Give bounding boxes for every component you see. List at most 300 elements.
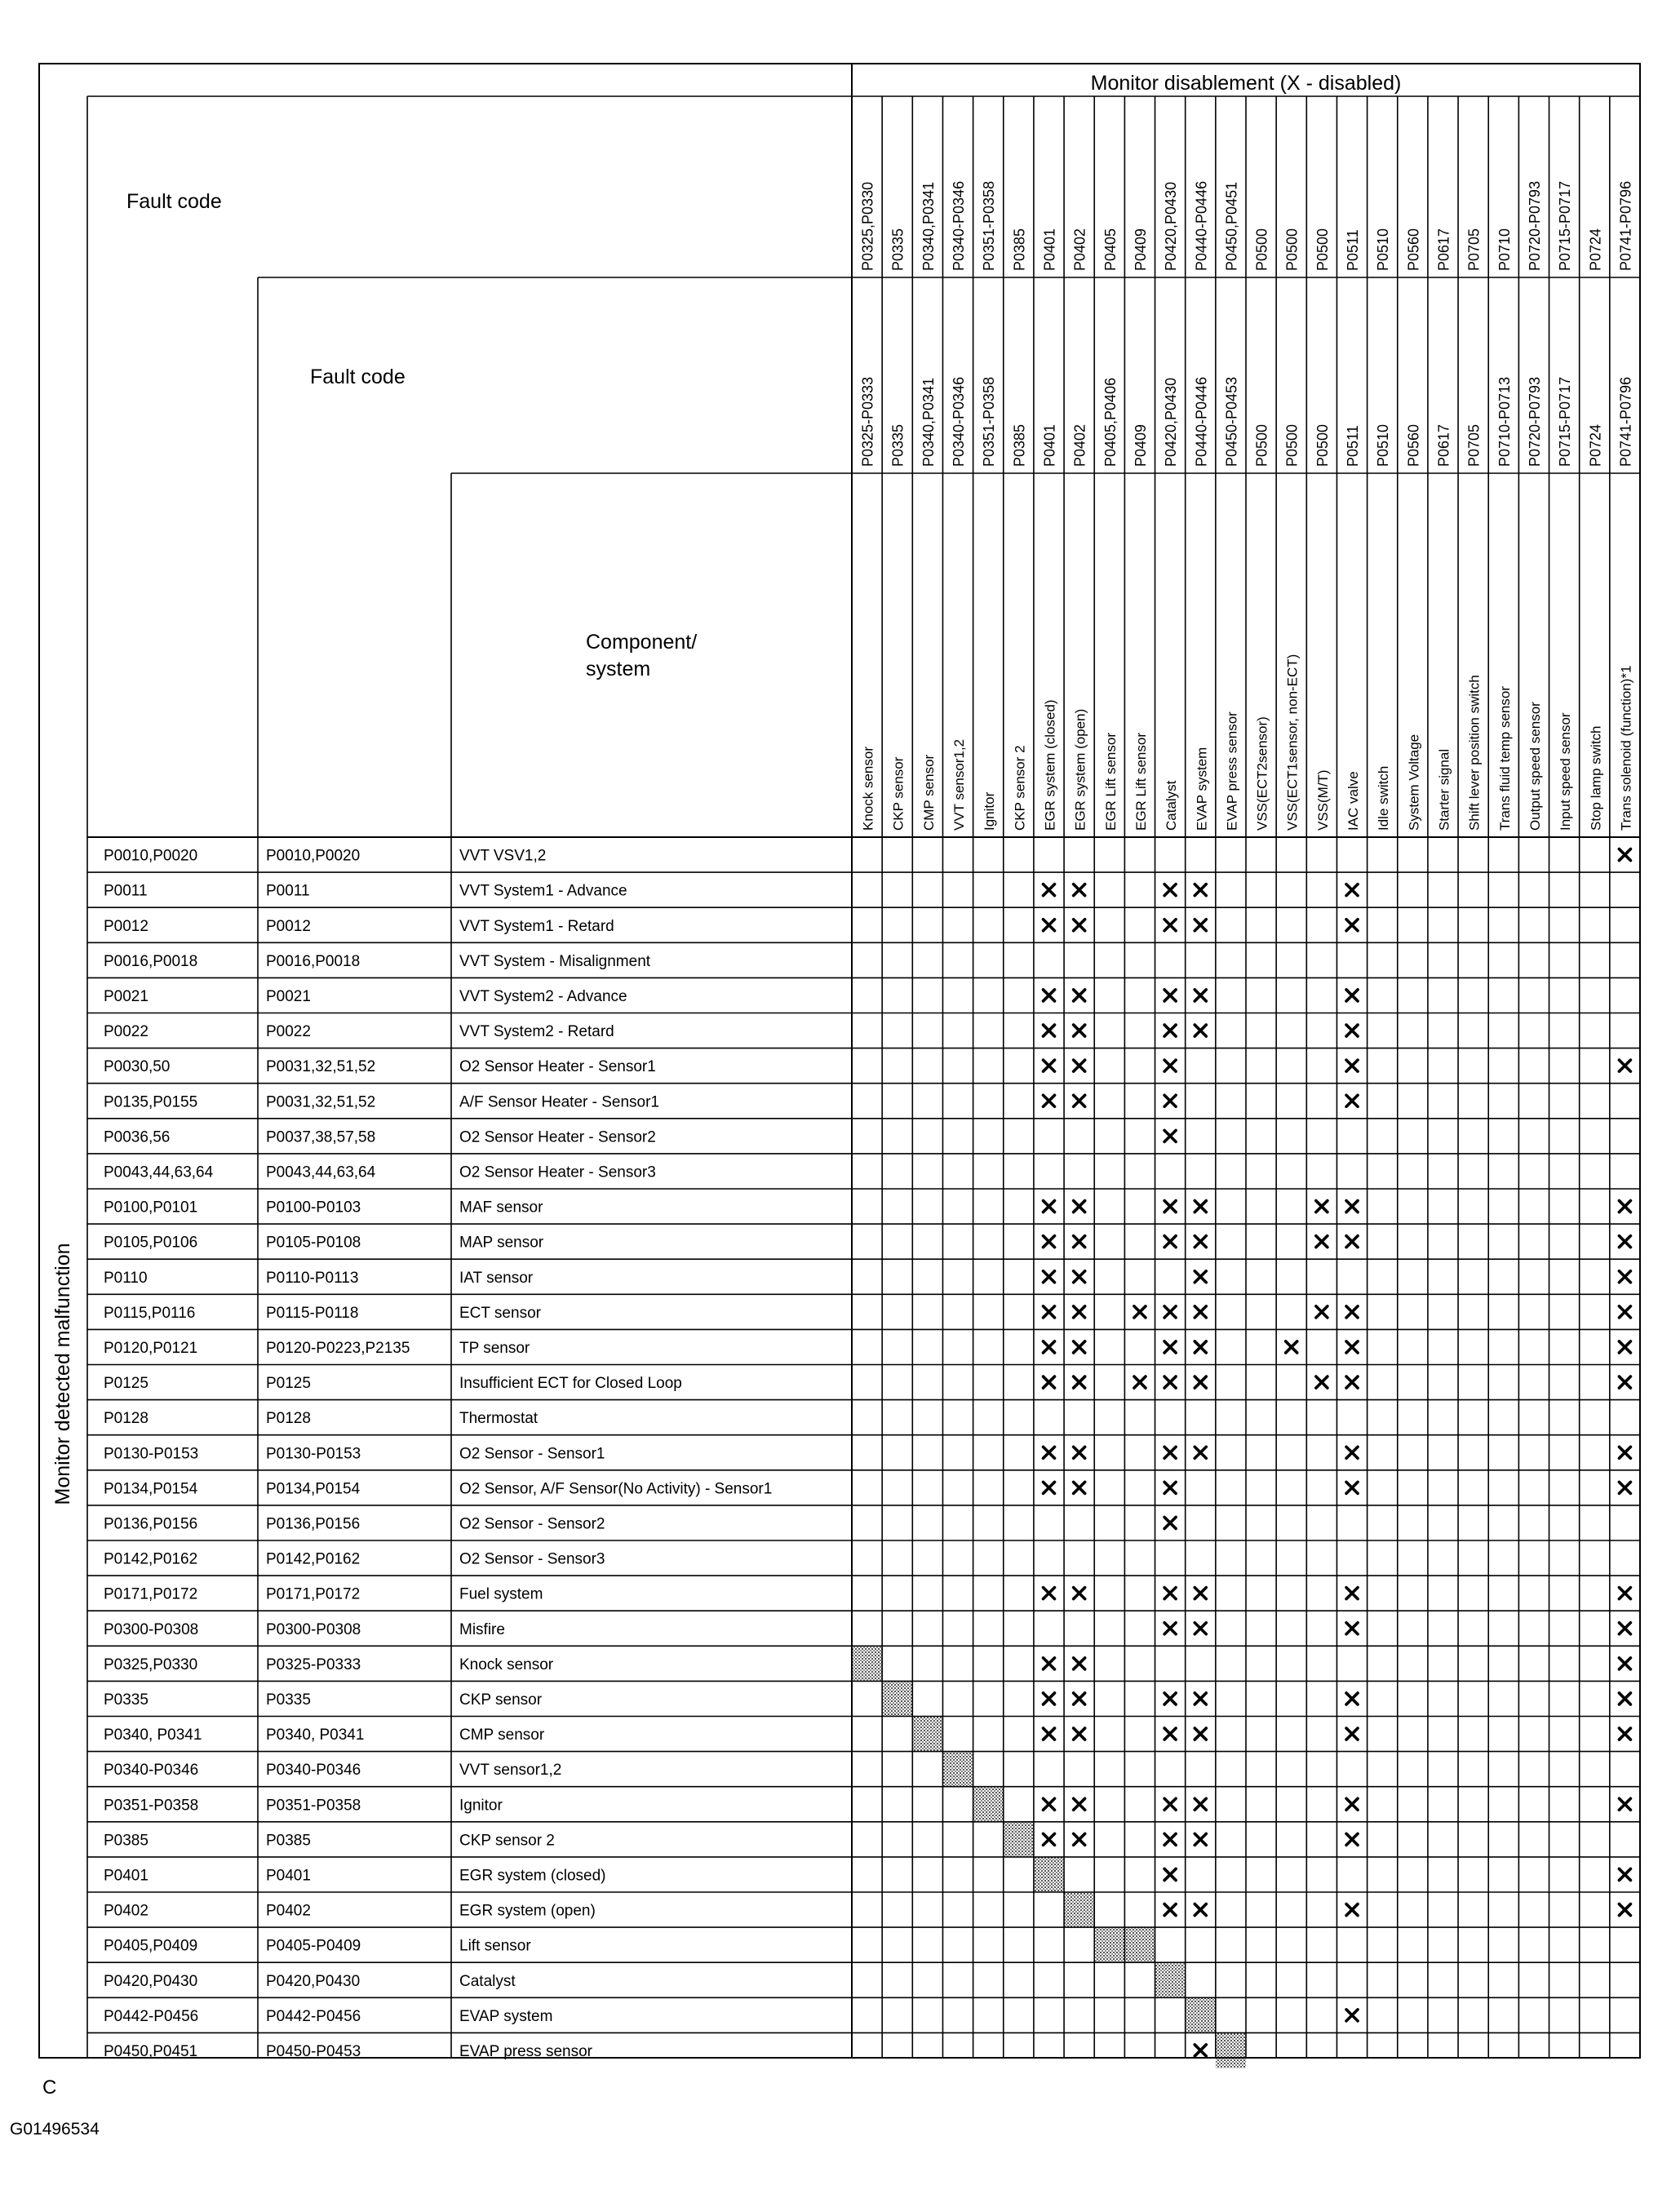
disabled-mark — [1044, 1482, 1055, 1493]
disabled-mark — [1316, 1201, 1328, 1212]
row-component: Ignitor — [459, 1797, 503, 1815]
disabled-mark — [1164, 1376, 1176, 1388]
row-fault-code: P0036,56 — [104, 1128, 171, 1146]
column-component: IAC valve — [1345, 771, 1362, 831]
column-code-bottom: P0560 — [1405, 423, 1422, 467]
row-fault-code-detail: P0011 — [266, 882, 310, 900]
column-code-bottom: P0710-P0713 — [1496, 376, 1513, 467]
column-code-top: P0511 — [1345, 229, 1362, 271]
row-fault-code-detail: P0442-P0456 — [266, 2007, 361, 2025]
row-fault-code-detail: P0340, P0341 — [266, 1726, 365, 1744]
row-component: O2 Sensor Heater - Sensor3 — [459, 1164, 656, 1181]
disabled-mark — [1346, 1376, 1358, 1388]
column-code-top: P0440-P0446 — [1193, 180, 1210, 271]
column-code-bottom: P0724 — [1587, 423, 1604, 467]
disabled-mark — [1346, 1236, 1358, 1248]
disabled-mark — [1346, 1341, 1358, 1353]
row-component: VVT System1 - Advance — [459, 882, 627, 900]
row-fault-code-detail: P0100-P0103 — [266, 1199, 361, 1217]
column-component: EGR Lift sensor — [1133, 733, 1149, 831]
row-fault-code-detail: P0037,38,57,58 — [266, 1128, 376, 1146]
column-component: CKP sensor 2 — [1012, 745, 1028, 831]
row-fault-code-detail: P0340-P0346 — [266, 1762, 361, 1780]
column-component: EGR Lift sensor — [1102, 733, 1119, 831]
column-component: Stop lamp switch — [1588, 725, 1604, 831]
column-code-top: P0409 — [1132, 228, 1149, 271]
column-component: EGR system (closed) — [1042, 699, 1058, 831]
disabled-mark — [1164, 1306, 1176, 1318]
column-code-bottom: P0351-P0358 — [981, 376, 998, 467]
column-code-top: P0500 — [1283, 228, 1301, 271]
fault-code-label-2: Fault code — [310, 366, 406, 388]
disabled-mark — [1346, 990, 1358, 1001]
disabled-mark — [1164, 1904, 1176, 1916]
disabled-mark — [1074, 1376, 1085, 1388]
shaded-cell — [912, 1717, 942, 1752]
row-component: Lift sensor — [459, 1937, 531, 1955]
disabled-mark — [1195, 1728, 1206, 1740]
disabled-mark — [1346, 1095, 1358, 1106]
row-fault-code-detail: P0450-P0453 — [266, 2042, 361, 2060]
row-fault-code: P0016,P0018 — [104, 952, 198, 970]
disabled-mark — [1346, 1833, 1358, 1845]
disabled-mark — [1619, 1728, 1630, 1740]
disabled-mark — [1346, 1798, 1358, 1810]
row-fault-code: P0142,P0162 — [104, 1550, 198, 1568]
component-label-line1: Component/ — [586, 631, 698, 654]
disabled-mark — [1044, 1306, 1055, 1318]
disabled-mark — [1619, 1341, 1630, 1353]
row-fault-code: P0125 — [104, 1375, 148, 1393]
row-fault-code: P0128 — [104, 1410, 148, 1428]
column-code-top: P0715-P0717 — [1557, 180, 1574, 271]
disabled-mark — [1195, 1623, 1206, 1634]
disabled-mark — [1074, 1341, 1085, 1353]
column-code-bottom: P0440-P0446 — [1193, 376, 1210, 467]
row-fault-code-detail: P0385 — [266, 1832, 311, 1850]
disabled-mark — [1346, 920, 1358, 931]
disabled-mark — [1195, 1376, 1206, 1388]
disabled-mark — [1044, 1588, 1055, 1599]
row-fault-code: P0135,P0155 — [104, 1093, 198, 1111]
row-fault-code: P0021 — [104, 987, 148, 1005]
column-code-bottom: P0401 — [1041, 423, 1058, 467]
column-component: Trans fluid temp sensor — [1496, 686, 1513, 831]
disabled-mark — [1044, 1658, 1055, 1669]
row-fault-code-detail: P0115-P0118 — [266, 1304, 359, 1322]
disabled-mark — [1044, 1095, 1055, 1106]
row-fault-code-detail: P0012 — [266, 917, 311, 935]
disabled-mark — [1619, 1236, 1630, 1248]
disabled-mark — [1074, 1271, 1085, 1283]
row-fault-code: P0010,P0020 — [104, 847, 198, 865]
row-fault-code-detail: P0120-P0223,P2135 — [266, 1339, 410, 1357]
disabled-mark — [1195, 1306, 1206, 1318]
row-fault-code: P0401 — [104, 1867, 148, 1885]
disabled-mark — [1346, 1482, 1358, 1493]
row-fault-code-detail: P0125 — [266, 1375, 311, 1393]
row-fault-code: P0110 — [104, 1269, 148, 1287]
column-component: VSS(ECT2sensor) — [1254, 716, 1270, 831]
row-fault-code: P0115,P0116 — [104, 1304, 196, 1322]
row-fault-code: P0100,P0101 — [104, 1199, 198, 1217]
column-code-bottom: P0511 — [1345, 425, 1362, 467]
disabled-mark — [1074, 1482, 1085, 1493]
column-component: VSS(ECT1sensor, non-ECT) — [1284, 654, 1301, 831]
row-fault-code: P0120,P0121 — [104, 1339, 198, 1357]
disabled-mark — [1074, 990, 1085, 1001]
row-fault-code-detail: P0420,P0430 — [266, 1972, 361, 1990]
disabled-mark — [1346, 1904, 1358, 1916]
disabled-mark — [1195, 1341, 1206, 1353]
side-label: Monitor detected malfunction — [51, 1243, 74, 1505]
shaded-cell — [1034, 1857, 1064, 1892]
disabled-mark — [1195, 1693, 1206, 1704]
shaded-cell — [1004, 1822, 1034, 1857]
disabled-mark — [1346, 2010, 1358, 2021]
disabled-mark — [1164, 1201, 1176, 1212]
row-fault-code-detail: P0136,P0156 — [266, 1515, 361, 1533]
disabled-mark — [1044, 1201, 1055, 1212]
row-component: CKP sensor — [459, 1691, 543, 1709]
disabled-mark — [1346, 1201, 1358, 1212]
disabled-mark — [1195, 1798, 1206, 1810]
row-fault-code-detail: P0110-P0113 — [266, 1269, 359, 1287]
column-component: Starter signal — [1436, 748, 1452, 831]
disabled-mark — [1346, 1588, 1358, 1599]
disabled-mark — [1195, 1904, 1206, 1916]
row-fault-code-detail: P0335 — [266, 1691, 311, 1709]
column-code-top: P0617 — [1435, 228, 1452, 271]
row-component: MAP sensor — [459, 1234, 544, 1252]
column-code-bottom: P0450-P0453 — [1223, 376, 1240, 467]
disabled-mark — [1164, 920, 1176, 931]
row-fault-code: P0300-P0308 — [104, 1620, 199, 1638]
shaded-cell — [1155, 1962, 1186, 1997]
row-component: IAT sensor — [459, 1269, 534, 1287]
disabled-mark — [1044, 1447, 1055, 1458]
disabled-mark — [1195, 1236, 1206, 1248]
disabled-mark — [1346, 884, 1358, 896]
row-fault-code-detail: P0128 — [266, 1410, 311, 1428]
disabled-mark — [1164, 1447, 1176, 1458]
disabled-mark — [1164, 884, 1176, 896]
disabled-mark — [1074, 1201, 1085, 1212]
column-code-bottom: P0402 — [1071, 423, 1088, 467]
row-component: Thermostat — [459, 1410, 539, 1428]
row-component: VVT System1 - Retard — [459, 917, 614, 935]
row-fault-code: P0043,44,63,64 — [104, 1164, 214, 1181]
row-component: Misfire — [459, 1620, 505, 1638]
disabled-mark — [1619, 1798, 1630, 1810]
disabled-mark — [1164, 1833, 1176, 1845]
disabled-mark — [1164, 1060, 1176, 1071]
disabled-mark — [1164, 1482, 1176, 1493]
row-fault-code: P0351-P0358 — [104, 1797, 199, 1815]
row-component: VVT sensor1,2 — [459, 1762, 562, 1780]
disabled-mark — [1074, 1833, 1085, 1845]
row-fault-code: P0335 — [104, 1691, 148, 1709]
disabled-mark — [1346, 1060, 1358, 1071]
column-code-top: P0325,P0330 — [859, 181, 876, 271]
row-component: MAF sensor — [459, 1199, 543, 1217]
disabled-mark — [1074, 1060, 1085, 1071]
row-component: EVAP press sensor — [459, 2042, 592, 2060]
disabled-mark — [1619, 1201, 1630, 1212]
disabled-mark — [1316, 1376, 1328, 1388]
disabled-mark — [1195, 1833, 1206, 1845]
column-code-top: P0340,P0341 — [920, 181, 937, 271]
row-component: O2 Sensor Heater - Sensor1 — [459, 1058, 656, 1076]
disabled-mark — [1619, 849, 1630, 861]
disabled-mark — [1044, 1271, 1055, 1283]
column-component: CMP sensor — [920, 754, 937, 831]
disabled-mark — [1044, 1376, 1055, 1388]
column-component: EVAP press sensor — [1224, 711, 1240, 831]
shaded-cell — [1186, 1997, 1216, 2032]
row-fault-code: P0385 — [104, 1832, 148, 1850]
row-fault-code-detail: P0142,P0162 — [266, 1550, 361, 1568]
disabled-mark — [1074, 1447, 1085, 1458]
row-fault-code-detail: P0300-P0308 — [266, 1620, 361, 1638]
row-component: O2 Sensor Heater - Sensor2 — [459, 1128, 656, 1146]
shaded-cell — [1094, 1927, 1124, 1962]
disabled-mark — [1074, 1025, 1085, 1036]
row-fault-code-detail: P0351-P0358 — [266, 1797, 361, 1815]
column-component: Input speed sensor — [1558, 712, 1574, 831]
disabled-mark — [1195, 1588, 1206, 1599]
column-code-bottom: P0705 — [1465, 423, 1483, 467]
row-component: Catalyst — [459, 1972, 516, 1990]
disabled-mark — [1346, 1306, 1358, 1318]
row-fault-code-detail: P0021 — [266, 987, 311, 1005]
row-fault-code-detail: P0171,P0172 — [266, 1585, 361, 1603]
disabled-mark — [1195, 1025, 1206, 1036]
row-component: CMP sensor — [459, 1726, 545, 1744]
row-component: VVT System2 - Advance — [459, 987, 627, 1005]
row-component: A/F Sensor Heater - Sensor1 — [459, 1093, 659, 1111]
row-fault-code: P0325,P0330 — [104, 1656, 198, 1673]
row-component: EGR system (closed) — [459, 1867, 606, 1885]
disabled-mark — [1044, 1693, 1055, 1704]
disabled-mark — [1074, 1693, 1085, 1704]
row-component: Fuel system — [459, 1585, 543, 1603]
figure-id: G01496534 — [10, 2120, 100, 2139]
column-code-top: P0720-P0793 — [1526, 180, 1543, 271]
disabled-mark — [1044, 990, 1055, 1001]
disabled-mark — [1346, 1447, 1358, 1458]
disabled-mark — [1195, 1271, 1206, 1283]
row-fault-code: P0442-P0456 — [104, 2007, 199, 2025]
disabled-mark — [1346, 1728, 1358, 1740]
column-code-top: P0402 — [1071, 228, 1088, 271]
disabled-mark — [1195, 990, 1206, 1001]
disabled-mark — [1195, 2045, 1206, 2056]
disabled-mark — [1286, 1341, 1297, 1353]
row-fault-code: P0022 — [104, 1023, 148, 1041]
disabled-mark — [1619, 1482, 1630, 1493]
disabled-mark — [1164, 1025, 1176, 1036]
disabled-mark — [1044, 1833, 1055, 1845]
row-fault-code: P0136,P0156 — [104, 1515, 198, 1533]
disabled-mark — [1074, 1306, 1085, 1318]
row-fault-code: P0012 — [104, 917, 148, 935]
disabled-mark — [1164, 1517, 1176, 1528]
shaded-cell — [1064, 1892, 1094, 1927]
column-component: Output speed sensor — [1527, 702, 1543, 831]
disabled-mark — [1316, 1306, 1328, 1318]
column-code-bottom: P0409 — [1132, 423, 1149, 467]
disabled-mark — [1619, 1693, 1630, 1704]
row-component: VVT VSV1,2 — [459, 847, 547, 865]
column-code-top: P0741-P0796 — [1617, 180, 1634, 271]
row-component: EGR system (open) — [459, 1902, 596, 1920]
disabled-mark — [1619, 1447, 1630, 1458]
column-component: Catalyst — [1164, 780, 1180, 831]
column-code-bottom: P0340,P0341 — [920, 377, 937, 467]
shaded-cell — [1216, 2032, 1246, 2068]
disabled-mark — [1164, 1130, 1176, 1141]
column-component: Idle switch — [1376, 765, 1392, 831]
column-code-bottom: P0340-P0346 — [951, 376, 968, 467]
row-component: Insufficient ECT for Closed Loop — [459, 1375, 682, 1393]
disabled-mark — [1619, 1060, 1630, 1071]
shaded-cell — [973, 1787, 1004, 1822]
row-fault-code: P0340, P0341 — [104, 1726, 202, 1744]
row-component: Knock sensor — [459, 1656, 554, 1673]
row-fault-code: P0130-P0153 — [104, 1445, 199, 1463]
row-fault-code-detail: P0130-P0153 — [266, 1445, 361, 1463]
column-component: EGR system (open) — [1072, 708, 1088, 831]
column-component: Trans solenoid (function)*1 — [1618, 665, 1634, 831]
row-component: ECT sensor — [459, 1304, 541, 1322]
column-code-bottom: P0420,P0430 — [1163, 377, 1180, 467]
column-component: Shift lever position switch — [1466, 675, 1483, 831]
disabled-mark — [1619, 1904, 1630, 1916]
column-code-bottom: P0500 — [1283, 423, 1301, 467]
row-fault-code: P0340-P0346 — [104, 1762, 199, 1780]
monitor-title: Monitor disablement (X - disabled) — [1090, 72, 1402, 95]
column-code-top: P0710 — [1496, 228, 1513, 271]
disabled-mark — [1619, 1623, 1630, 1634]
disabled-mark — [1044, 1025, 1055, 1036]
disabled-mark — [1044, 920, 1055, 931]
row-component: O2 Sensor - Sensor3 — [459, 1550, 605, 1568]
column-code-bottom: P0405,P0406 — [1102, 377, 1119, 467]
column-code-bottom: P0500 — [1253, 423, 1270, 467]
disabled-mark — [1619, 1376, 1630, 1388]
row-fault-code: P0030,50 — [104, 1058, 171, 1076]
column-code-top: P0340-P0346 — [951, 180, 968, 271]
shaded-cell — [882, 1681, 912, 1716]
column-code-bottom: P0617 — [1435, 423, 1452, 467]
row-fault-code-detail: P0405-P0409 — [266, 1937, 361, 1955]
row-component: O2 Sensor - Sensor2 — [459, 1515, 605, 1533]
column-code-top: P0401 — [1041, 228, 1058, 271]
column-code-top: P0351-P0358 — [981, 180, 998, 271]
row-fault-code-detail: P0022 — [266, 1023, 311, 1041]
shaded-cell — [942, 1752, 973, 1787]
shaded-cell — [852, 1646, 882, 1681]
disabled-mark — [1134, 1376, 1146, 1388]
column-component: Ignitor — [982, 791, 998, 831]
column-code-bottom: P0335 — [889, 423, 906, 467]
column-code-top: P0335 — [889, 228, 906, 271]
disabled-mark — [1164, 1095, 1176, 1106]
component-label-line2: system — [586, 658, 651, 680]
disabled-mark — [1074, 1236, 1085, 1248]
row-component: VVT System - Misalignment — [459, 952, 651, 970]
row-fault-code: P0011 — [104, 882, 148, 900]
row-fault-code: P0420,P0430 — [104, 1972, 198, 1990]
disabled-mark — [1074, 1588, 1085, 1599]
row-fault-code: P0171,P0172 — [104, 1585, 198, 1603]
column-component: CKP sensor — [890, 756, 906, 831]
column-code-bottom: P0510 — [1375, 423, 1392, 467]
disabled-mark — [1164, 990, 1176, 1001]
column-code-top: P0450,P0451 — [1223, 181, 1240, 271]
column-code-bottom: P0385 — [1011, 423, 1028, 467]
row-component: CKP sensor 2 — [459, 1832, 555, 1850]
disabled-mark — [1044, 1341, 1055, 1353]
column-component: VVT sensor1,2 — [951, 738, 968, 831]
row-fault-code-detail: P0325-P0333 — [266, 1656, 361, 1673]
row-fault-code: P0134,P0154 — [104, 1480, 198, 1498]
column-code-top: P0420,P0430 — [1163, 181, 1180, 271]
disabled-mark — [1164, 1868, 1176, 1880]
disabled-mark — [1346, 1623, 1358, 1634]
column-code-top: P0500 — [1314, 228, 1331, 271]
disabled-mark — [1164, 1236, 1176, 1248]
column-code-bottom: P0715-P0717 — [1557, 376, 1574, 467]
disabled-mark — [1619, 1588, 1630, 1599]
disabled-mark — [1316, 1236, 1328, 1248]
column-code-bottom: P0325-P0333 — [859, 376, 876, 467]
disabled-mark — [1044, 1236, 1055, 1248]
disabled-mark — [1044, 1060, 1055, 1071]
disabled-mark — [1044, 1798, 1055, 1810]
row-fault-code-detail: P0402 — [266, 1902, 311, 1920]
column-component: System Voltage — [1406, 734, 1422, 831]
disabled-mark — [1619, 1868, 1630, 1880]
disabled-mark — [1164, 1728, 1176, 1740]
column-component: VSS(M/T) — [1314, 769, 1331, 831]
column-code-bottom: P0720-P0793 — [1526, 376, 1543, 467]
disabled-mark — [1044, 884, 1055, 896]
column-code-top: P0705 — [1465, 228, 1483, 271]
disabled-mark — [1164, 1623, 1176, 1634]
disabled-mark — [1134, 1306, 1146, 1318]
row-fault-code-detail: P0010,P0020 — [266, 847, 361, 865]
disabled-mark — [1164, 1341, 1176, 1353]
disabled-mark — [1619, 1271, 1630, 1283]
row-fault-code: P0402 — [104, 1902, 148, 1920]
column-code-top: P0510 — [1375, 228, 1392, 271]
row-component: VVT System2 - Retard — [459, 1023, 614, 1041]
disabled-mark — [1619, 1658, 1630, 1669]
disabled-mark — [1044, 1728, 1055, 1740]
column-component: EVAP system — [1194, 747, 1210, 831]
row-fault-code-detail: P0031,32,51,52 — [266, 1058, 376, 1076]
shaded-cell — [1124, 1927, 1155, 1962]
row-fault-code-detail: P0105-P0108 — [266, 1234, 361, 1252]
disabled-mark — [1619, 1306, 1630, 1318]
column-code-bottom: P0741-P0796 — [1617, 376, 1634, 467]
disabled-mark — [1195, 1201, 1206, 1212]
disabled-mark — [1074, 884, 1085, 896]
row-fault-code-detail: P0134,P0154 — [266, 1480, 361, 1498]
row-component: O2 Sensor, A/F Sensor(No Activity) - Sensor1 — [459, 1480, 773, 1498]
